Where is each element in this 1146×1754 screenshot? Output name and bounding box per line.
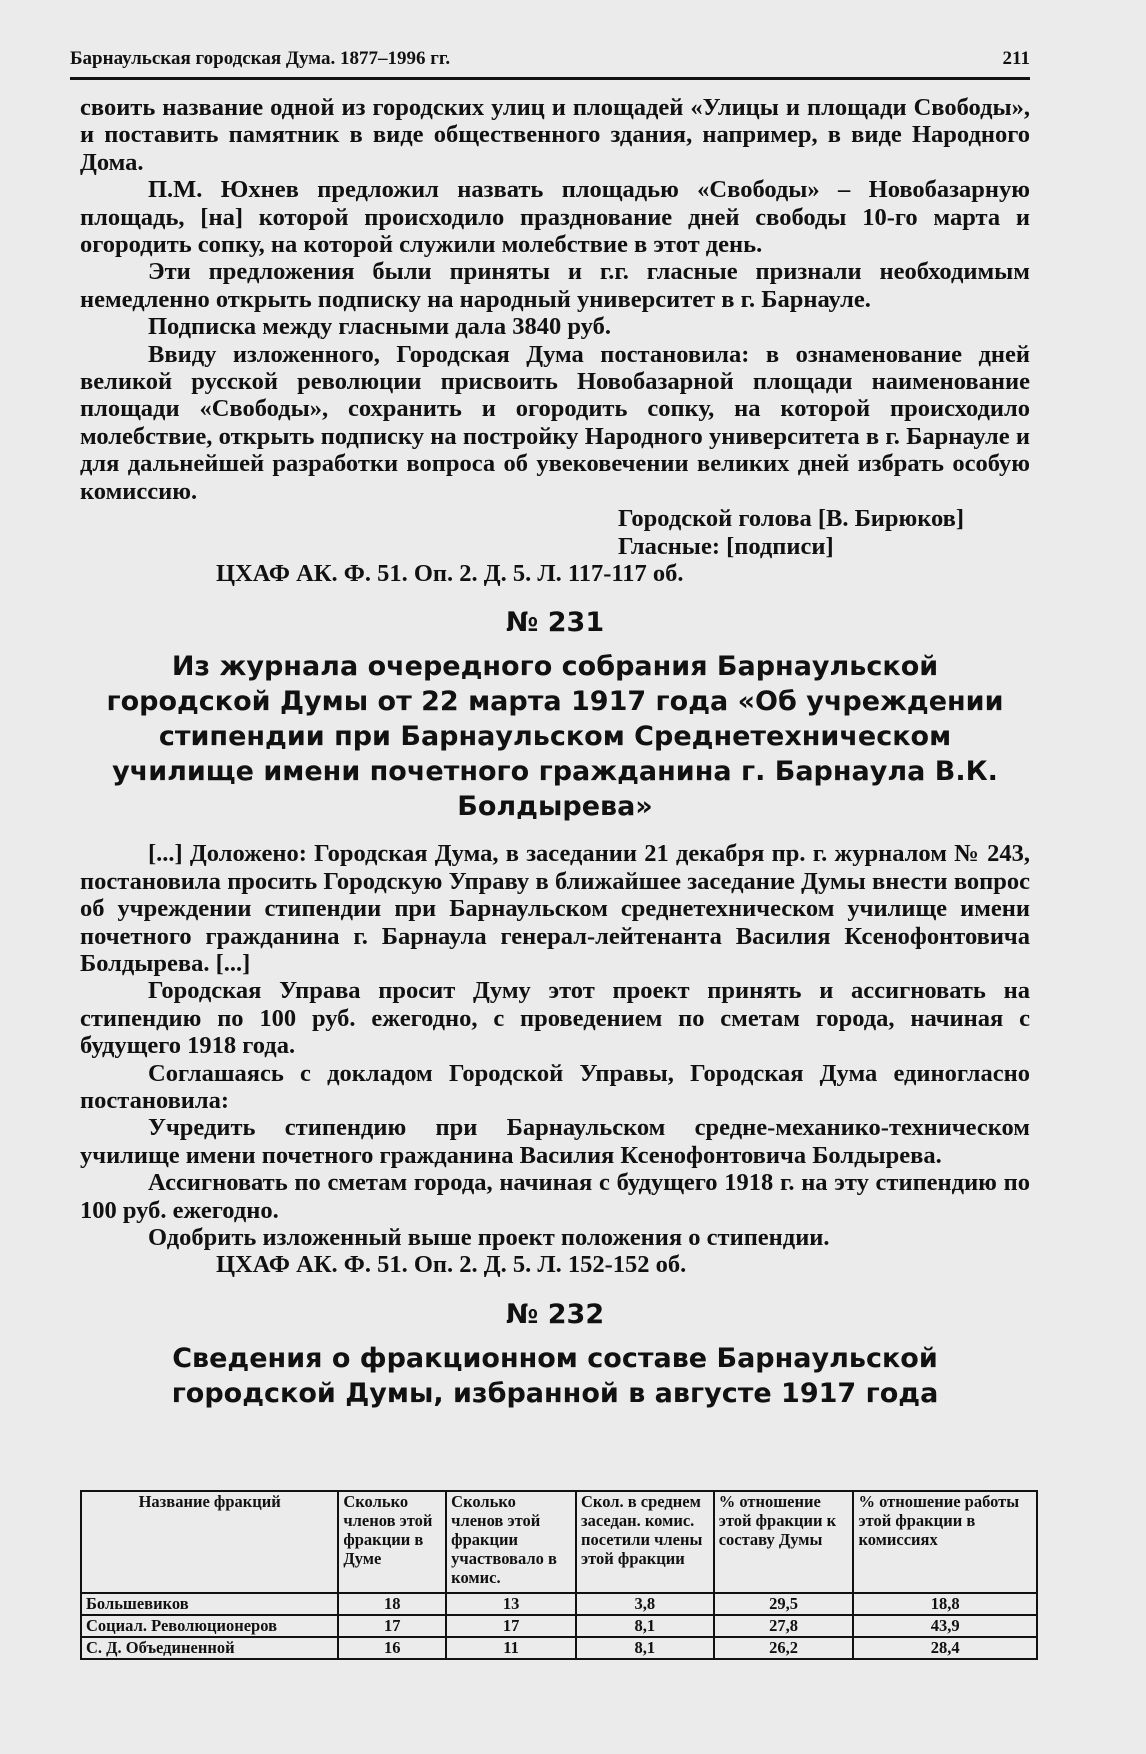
faction-table — [80, 1490, 1038, 1660]
page-number: 211 — [1002, 48, 1030, 69]
paragraph: Ввиду изложенного, Городская Дума постановила: в ознаменование дней великой русской революции присвоить Новобазарной площади наименование площади «Свободы», сохранить и огородить сопку, на которой происходило молебствие, открыть подписку на постройку Народного университета в г. Барнауле и для дальнейшей разработки вопроса об увековечении великих дней избрать особую комиссию. — [80, 340, 1030, 505]
table-cell: 18,8 — [853, 1593, 1037, 1615]
table-header-row — [81, 1491, 1037, 1593]
document-title: Из журнала очередного собрания Барнаульской городской Думы от 22 марта 1917 года «Об учреждении стипендии при Барнаульском Среднетехническом училище имени почетного гражданина г. Барнаула В.К. Болдырева» — [106, 651, 1004, 823]
table-cell: Большевиков — [81, 1593, 338, 1615]
paragraph: Эти предложения были приняты и г.г. гласные признали необходимым немедленно открыть подписку на народный университет в г. Барнауле. — [80, 258, 1030, 313]
column-header: % отношение работы этой фракции в комиссиях — [853, 1491, 1037, 1593]
archive-reference: ЦХАФ АК. Ф. 51. Оп. 2. Д. 5. Л. 117-117 об. — [216, 559, 684, 587]
paragraph: своить название одной из городских улиц и площадей «Улицы и площади Свободы», и поставить памятник в виде общественного здания, например, в виде Народного Дома. — [80, 94, 1030, 176]
table-cell: 16 — [338, 1637, 446, 1659]
document-title: Сведения о фракционном составе Барнаульской городской Думы, избранной в августе 1917 года — [171, 1342, 939, 1409]
column-header: % отношение этой фракции к составу Думы — [714, 1491, 854, 1593]
table-cell: 18 — [338, 1593, 446, 1615]
paragraph: Одобрить изложенный выше проект положения о стипендии. — [148, 1224, 830, 1251]
signature-mayor: Городской голова [В. Бирюков] — [618, 505, 965, 533]
header-title: Барнаульская городская Дума. 1877–1996 гг. — [70, 48, 451, 69]
table-cell: 8,1 — [576, 1637, 714, 1659]
paragraph: П.М. Юхнев предложил назвать площадью «Свободы» – Новобазарную площадь, [на] которой происходило празднование дней свободы 10-го марта и огородить сопку, на которой служили молебствие в этот день. — [80, 176, 1030, 259]
paragraph: Городская Управа просит Думу этот проект принять и ассигновать на стипендию по 100 руб. ежегодно, с проведением по сметам города, начиная с будущего 1918 года. — [80, 977, 1030, 1060]
column-header: Название фракций — [81, 1491, 338, 1593]
table-cell: 27,8 — [714, 1615, 854, 1637]
paragraph: Подписка между гласными дала 3840 руб. — [148, 313, 611, 341]
table-cell: 13 — [446, 1593, 576, 1615]
table-cell: 17 — [446, 1615, 576, 1637]
table-cell: 3,8 — [576, 1593, 714, 1615]
main-text — [80, 94, 1030, 1427]
column-header: Скол. в среднем заседан. комис. посетили члены этой фракции — [576, 1491, 714, 1593]
column-header: Сколько членов этой фракции участвовало в комис. — [446, 1491, 576, 1593]
signature-councillors: Гласные: [подписи] — [618, 532, 834, 560]
table-cell: Социал. Революционеров — [81, 1615, 338, 1637]
document-number: № 232 — [505, 1298, 605, 1330]
table-cell: 11 — [446, 1637, 576, 1659]
table-cell: 8,1 — [576, 1615, 714, 1637]
running-header — [70, 48, 1030, 78]
table-row — [81, 1615, 1037, 1637]
table-cell: 26,2 — [714, 1637, 854, 1659]
table-row — [81, 1637, 1037, 1659]
archive-reference: ЦХАФ АК. Ф. 51. Оп. 2. Д. 5. Л. 152-152 об. — [216, 1251, 687, 1279]
table-cell: 29,5 — [714, 1593, 854, 1615]
header-rule — [70, 77, 1030, 80]
table-cell: С. Д. Объединенной — [81, 1637, 338, 1659]
paragraph: [...] Доложено: Городская Дума, в заседании 21 декабря пр. г. журналом № 243, постановила просить Городскую Управу в ближайшее заседание Думы внести вопрос об учреждении стипендии при Барнаульском среднетехническом училище имени почетного гражданина г. Барнаула генерал-лейтенанта Василия Ксенофонтовича Болдырева. [...] — [80, 840, 1030, 977]
table-cell: 28,4 — [853, 1637, 1037, 1659]
document-number: № 231 — [505, 607, 605, 639]
table-cell: 17 — [338, 1615, 446, 1637]
table-row — [81, 1593, 1037, 1615]
paragraph: Учредить стипендию при Барнаульском средне-механико-техническом училище имени почетного гражданина Василия Ксенофонтовича Болдырева. — [80, 1114, 1030, 1169]
paragraph: Ассигновать по сметам города, начиная с будущего 1918 г. на эту стипендию по 100 руб. ежегодно. — [80, 1169, 1030, 1224]
paragraph: Соглашаясь с докладом Городской Управы, Городская Дума единогласно постановила: — [80, 1059, 1030, 1114]
table-cell: 43,9 — [853, 1615, 1037, 1637]
column-header: Сколько членов этой фракции в Думе — [338, 1491, 446, 1593]
